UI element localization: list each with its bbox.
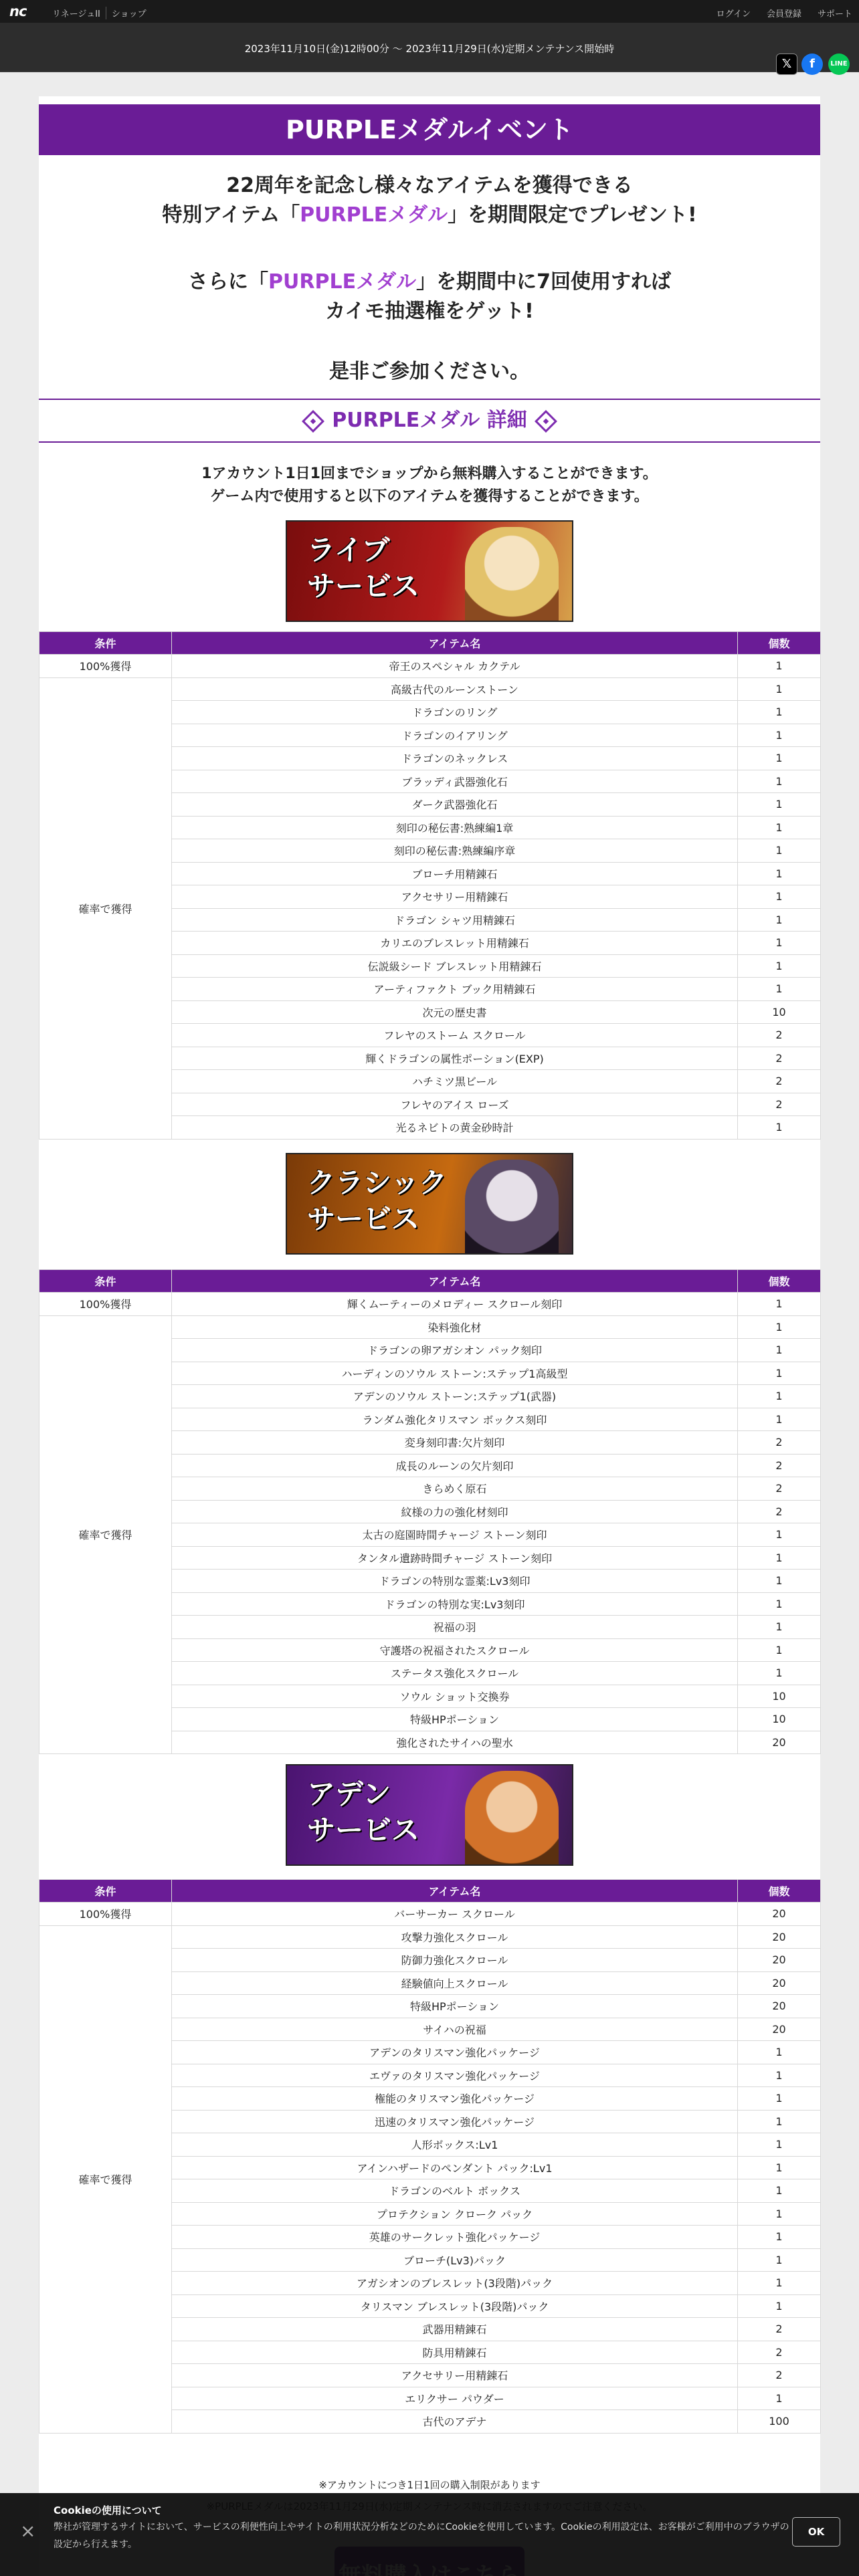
item-name-cell: ハーディンのソウル ストーン:ステップ1高級型 [172,1362,738,1385]
divider-top [39,399,820,400]
item-name-cell: ブラッディ武器強化石 [172,770,738,793]
classic-service-banner-text: クラシック サービス [307,1166,448,1235]
item-name-cell: ドラゴンのイアリング [172,724,738,747]
description-line-2: ゲーム内で使用すると以下のアイテムを獲得することができます。 [210,488,649,505]
item-count-cell: 10 [738,1685,821,1708]
item-name-cell: アインハザードのペンダント パック:Lv1 [172,2156,738,2179]
item-name-cell: フレヤのストーム スクロール [172,1024,738,1047]
item-count-cell: 2 [738,1070,821,1093]
item-count-cell: 1 [738,2272,821,2295]
item-count-cell: 2 [738,1093,821,1116]
item-name-cell: 帝王のスペシャル カクテル [172,655,738,678]
intro-line-3 [39,267,820,297]
item-name-cell: タンタル遺跡時間チャージ ストーン刻印 [172,1546,738,1570]
item-count-cell: 2 [738,1047,821,1070]
table-row [39,1293,821,1316]
item-name-cell: ソウル ショット交換券 [172,1685,738,1708]
condition-cell: 100%獲得 [39,1903,172,1926]
intro-line-5: 是非ご参加ください。 [329,360,530,383]
header-item-name: アイテム名 [172,632,738,655]
item-name-cell: 権能のタリスマン強化パッケージ [172,2087,738,2111]
item-name-cell: 特級HPポーション [172,1708,738,1731]
diamond-left-icon [302,410,324,433]
item-count-cell: 2 [738,1431,821,1455]
intro-line-2-pre: 特別アイテム「 [162,203,300,227]
classic-service-table [39,1269,821,1754]
header-condition: 条件 [39,1880,172,1903]
facebook-share-icon[interactable]: f [801,53,823,75]
item-name-cell: 人形ボックス:Lv1 [172,2133,738,2157]
table-header-row [39,1270,821,1293]
aden-service-table [39,1879,821,2434]
item-name-cell: ブローチ用精錬石 [172,862,738,885]
cookie-ok-button[interactable]: OK [792,2517,840,2547]
item-count-cell: 1 [738,701,821,724]
item-count-cell: 1 [738,1570,821,1593]
item-count-cell: 1 [738,1362,821,1385]
item-count-cell: 1 [738,954,821,978]
item-name-cell: 太古の庭園時間チャージ ストーン刻印 [172,1523,738,1547]
item-name-cell: きらめく原石 [172,1477,738,1501]
item-count-cell: 1 [738,655,821,678]
item-name-cell: サイハの祝福 [172,2018,738,2041]
intro-line-3-highlight: PURPLEメダル [268,270,417,294]
header-count: 個数 [738,1270,821,1293]
item-count-cell: 1 [738,1662,821,1685]
item-count-cell: 1 [738,2087,821,2111]
item-name-cell: アデンのタリスマン強化パッケージ [172,2041,738,2064]
item-count-cell: 1 [738,2226,821,2249]
live-service-banner [286,520,573,622]
item-name-cell: 古代のアデナ [172,2410,738,2434]
cookie-body: 弊社が管理するサイトにおいて、サービスの利便性向上やサイトの利用状況分析などのためにCookieを使用しています。Cookieの利用設定は、お客様がご利用中のブラウザの設定から行えます。 [54,2522,789,2550]
item-count-cell: 1 [738,839,821,863]
item-name-cell: 祝福の羽 [172,1616,738,1639]
item-name-cell: カリエのブレスレット用精錬石 [172,932,738,955]
table-row [39,1925,821,1949]
header-count: 個数 [738,1880,821,1903]
intro-line-3-post: 」を期間中に7回使用すれば [416,270,671,294]
item-count-cell: 1 [738,1546,821,1570]
cookie-banner [0,2493,859,2576]
item-name-cell: エヴァのタリスマン強化パッケージ [172,2064,738,2087]
table-row [39,1315,821,1339]
item-count-cell: 1 [738,2294,821,2318]
intro-line-2-post: 」を期間限定でプレゼント! [448,203,697,227]
dwarf-character-image [465,1771,559,1866]
maintenance-bar [0,23,859,72]
item-count-cell: 2 [738,1454,821,1477]
item-name-cell: 守護塔の祝福されたスクロール [172,1638,738,1662]
nav-right [717,7,852,19]
table-row [39,1903,821,1926]
live-service-table [39,631,821,1140]
item-count-cell: 1 [738,978,821,1001]
item-count-cell: 1 [738,1339,821,1362]
header-item-name: アイテム名 [172,1880,738,1903]
item-name-cell: 光るネビトの黄金砂時計 [172,1116,738,1140]
item-name-cell: タリスマン ブレスレット(3段階)パック [172,2294,738,2318]
item-count-cell: 1 [738,908,821,932]
item-name-cell: 攻撃力強化スクロール [172,1925,738,1949]
item-count-cell: 1 [738,2202,821,2226]
cookie-title: Cookieの使用について [54,2504,162,2516]
item-count-cell: 1 [738,2248,821,2272]
item-name-cell: アデンのソウル ストーン:ステップ1(武器) [172,1385,738,1408]
item-count-cell: 1 [738,1408,821,1431]
item-name-cell: 紋様の力の強化材刻印 [172,1500,738,1523]
item-count-cell: 2 [738,1477,821,1501]
nav-link-login[interactable]: ログイン [716,9,751,19]
intro-line-4: カイモ抽選権をゲット! [325,300,534,323]
item-name-cell: 染料強化材 [172,1315,738,1339]
live-service-banner-text: ライブ サービス [307,534,420,603]
condition-cell: 100%獲得 [39,1293,172,1316]
item-name-cell: 伝説級シード ブレスレット用精錬石 [172,954,738,978]
intro-line-3-pre: さらに「 [188,270,269,294]
line-share-icon[interactable]: LINE [828,53,850,75]
item-name-cell: ハチミツ黒ビール [172,1070,738,1093]
dark-elf-character-image [465,1160,559,1255]
item-count-cell: 1 [738,1592,821,1616]
item-count-cell: 2 [738,2364,821,2387]
item-count-cell: 20 [738,1971,821,1995]
item-name-cell: ドラゴンの特別な実:Lv3刻印 [172,1592,738,1616]
table-row [39,655,821,678]
intro-line-2 [39,201,820,230]
divider-bottom [39,441,820,443]
aden-service-banner [286,1764,573,1866]
nav-link-shop[interactable]: ショップ [111,9,147,19]
item-count-cell: 1 [738,862,821,885]
item-count-cell: 1 [738,1523,821,1547]
item-name-cell: 輝くムーティーのメロディー スクロール刻印 [172,1293,738,1316]
item-count-cell: 2 [738,2318,821,2341]
header-count: 個数 [738,632,821,655]
diamond-right-icon [535,410,557,433]
item-count-cell: 100 [738,2410,821,2434]
event-card [39,96,820,2576]
item-count-cell: 20 [738,2018,821,2041]
event-title: PURPLEメダルイベント [39,104,820,155]
item-name-cell: ダーク武器強化石 [172,793,738,817]
item-name-cell: 刻印の秘伝書:熟練編1章 [172,816,738,839]
detail-heading-text: PURPLEメダル 詳細 [332,409,527,432]
item-count-cell: 2 [738,1024,821,1047]
item-count-cell: 1 [738,885,821,909]
item-name-cell: ドラゴンのリング [172,701,738,724]
item-count-cell: 1 [738,2110,821,2133]
detail-heading [39,405,820,436]
description-line-1: 1アカウント1日1回までショップから無料購入することができます。 [201,465,658,482]
item-count-cell: 1 [738,677,821,701]
item-count-cell: 1 [738,770,821,793]
item-name-cell: プロテクション クローク パック [172,2202,738,2226]
maintenance-text: 2023年11月10日(金)12時00分 〜 2023年11月29日(水)定期メンテナンス開始時 [244,43,615,55]
header-condition: 条件 [39,632,172,655]
condition-cell: 確率で獲得 [39,1315,172,1754]
intro-line-2-highlight: PURPLEメダル [300,203,448,227]
item-name-cell: エリクサー パウダー [172,2387,738,2410]
item-name-cell: 次元の歴史書 [172,1000,738,1024]
item-name-cell: 英雄のサークレット強化パッケージ [172,2226,738,2249]
nav-left [47,7,152,19]
condition-cell: 確率で獲得 [39,1925,172,2433]
item-name-cell: 防具用精錬石 [172,2341,738,2364]
item-count-cell: 1 [738,793,821,817]
item-name-cell: 強化されたサイハの聖水 [172,1731,738,1754]
item-name-cell: 防御力強化スクロール [172,1949,738,1972]
item-name-cell: フレヤのアイス ローズ [172,1093,738,1116]
item-count-cell: 1 [738,2041,821,2064]
classic-service-banner [286,1153,573,1255]
item-count-cell: 20 [738,1995,821,2018]
item-name-cell: 経験値向上スクロール [172,1971,738,1995]
item-count-cell: 20 [738,1925,821,1949]
item-name-cell: 高級古代のルーンストーン [172,677,738,701]
item-name-cell: バーサーカー スクロール [172,1903,738,1926]
item-count-cell: 1 [738,816,821,839]
item-count-cell: 1 [738,1638,821,1662]
item-name-cell: 特級HPポーション [172,1995,738,2018]
item-name-cell: ドラゴンの卵アガシオン パック刻印 [172,1339,738,1362]
aden-service-banner-text: アデン サービス [307,1778,420,1846]
item-name-cell: 変身刻印書:欠片刻印 [172,1431,738,1455]
header-condition: 条件 [39,1270,172,1293]
intro-line-1: 22周年を記念し様々なアイテムを獲得できる [226,174,633,197]
item-name-cell: アクセサリー用精錬石 [172,885,738,909]
table-header-row [39,632,821,655]
table-row [39,677,821,701]
item-name-cell: 輝くドラゴンの属性ポーション(EXP) [172,1047,738,1070]
item-name-cell: ドラゴン シャツ用精錬石 [172,908,738,932]
item-name-cell: ドラゴンのベルト ボックス [172,2179,738,2203]
item-count-cell: 1 [738,2133,821,2157]
item-name-cell: 成長のルーンの欠片刻印 [172,1454,738,1477]
item-count-cell: 1 [738,747,821,770]
item-name-cell: ステータス強化スクロール [172,1662,738,1685]
nc-logo[interactable]: nc [9,3,27,19]
top-nav [0,0,859,23]
item-count-cell: 10 [738,1708,821,1731]
item-count-cell: 1 [738,2156,821,2179]
item-count-cell: 1 [738,2179,821,2203]
item-count-cell: 2 [738,2341,821,2364]
condition-cell: 確率で獲得 [39,677,172,1139]
item-count-cell: 1 [738,1385,821,1408]
condition-cell: 100%獲得 [39,655,172,678]
item-name-cell: ランダム強化タリスマン ボックス刻印 [172,1408,738,1431]
item-name-cell: ドラゴンのネックレス [172,747,738,770]
item-count-cell: 1 [738,932,821,955]
item-count-cell: 1 [738,1315,821,1339]
item-name-cell: アーティファクト ブック用精錬石 [172,978,738,1001]
nav-link-register[interactable]: 会員登録 [766,9,801,19]
header-item-name: アイテム名 [172,1270,738,1293]
note-line-1: ※アカウントにつき1日1回の購入制限があります [318,2479,541,2491]
item-count-cell: 1 [738,1116,821,1140]
nav-link-support[interactable]: サポート [817,9,852,19]
item-count-cell: 20 [738,1949,821,1972]
item-name-cell: ドラゴンの特別な霊薬:Lv3刻印 [172,1570,738,1593]
item-count-cell: 20 [738,1903,821,1926]
item-count-cell: 1 [738,1616,821,1639]
item-count-cell: 2 [738,1500,821,1523]
item-name-cell: アガシオンのブレスレット(3段階)パック [172,2272,738,2295]
item-count-cell: 10 [738,1000,821,1024]
item-name-cell: 刻印の秘伝書:熟練編序章 [172,839,738,863]
item-count-cell: 20 [738,1731,821,1754]
item-name-cell: 迅速のタリスマン強化パッケージ [172,2110,738,2133]
table-header-row [39,1880,821,1903]
item-count-cell: 1 [738,2387,821,2410]
item-name-cell: 武器用精錬石 [172,2318,738,2341]
elf-character-image [465,527,559,622]
item-name-cell: アクセサリー用精錬石 [172,2364,738,2387]
close-icon[interactable]: × [20,2520,36,2542]
x-share-icon[interactable]: 𝕏 [776,53,797,75]
nav-link-lineage2[interactable]: リネージュII [47,7,106,19]
item-count-cell: 1 [738,724,821,747]
item-count-cell: 1 [738,2064,821,2087]
item-count-cell: 1 [738,1293,821,1316]
item-name-cell: ブローチ(Lv3)パック [172,2248,738,2272]
